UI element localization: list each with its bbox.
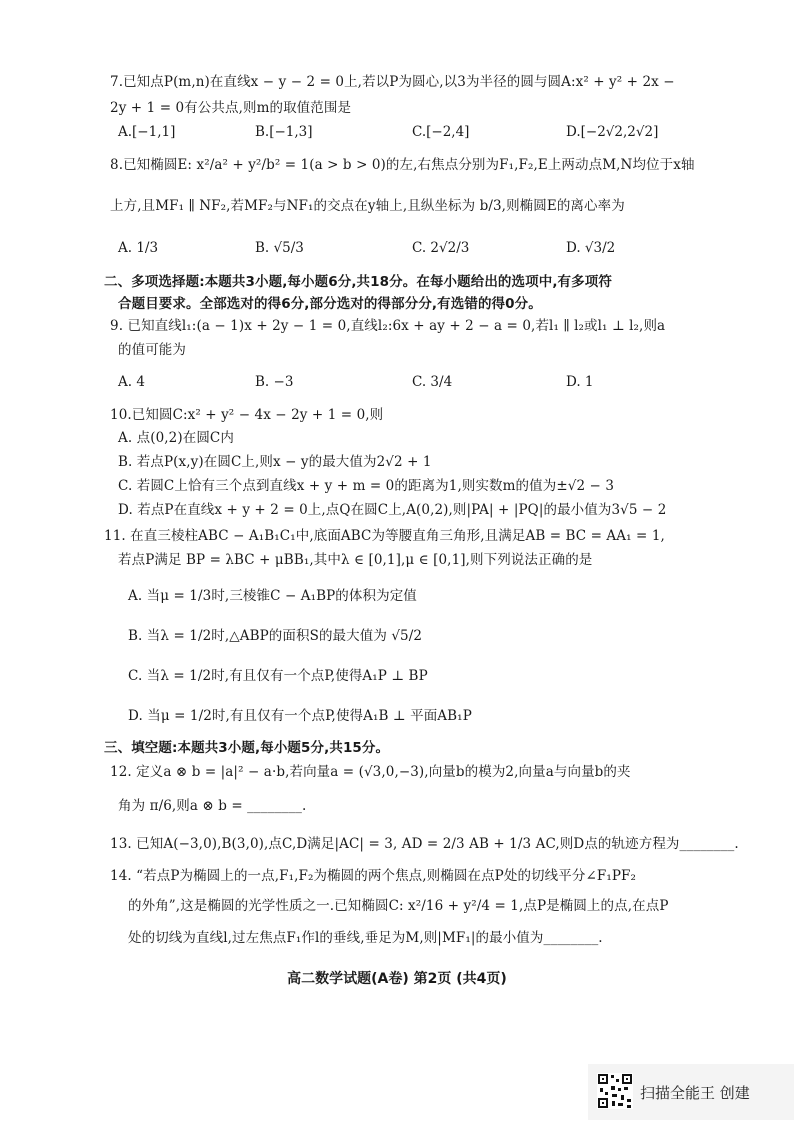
q9-option-d: D. 1 — [566, 374, 594, 390]
q10-option-d: D. 若点P在直线x + y + 2 = 0上,点Q在圆C上,A(0,2),则|PA| + |PQ|的最小值为3√5 − 2 — [118, 502, 667, 518]
q11-option-b: B. 当λ = 1/2时,△ABP的面积S的最大值为 √5/2 — [128, 628, 423, 644]
section2-heading-line1: 二、多项选择题:本题共3小题,每小题6分,共18分。在每小题给出的选项中,有多项符 — [104, 274, 612, 290]
q8-option-d: D. √3/2 — [566, 240, 616, 256]
q7-option-c: C.[−2,4] — [412, 124, 470, 140]
q7-line1: 7.已知点P(m,n)在直线x − y − 2 = 0上,若以P为圆心,以3为半径的圆与圆A:x² + y² + 2x − — [110, 74, 675, 90]
q7-option-d: D.[−2√2,2√2] — [566, 124, 659, 140]
q11-option-d: D. 当μ = 1/2时,有且仅有一个点P,使得A₁B ⊥ 平面AB₁P — [128, 708, 472, 724]
q14-line1: 14. “若点P为椭圆上的一点,F₁,F₂为椭圆的两个焦点,则椭圆在点P处的切线平分∠F₁PF₂ — [110, 868, 637, 884]
q9-option-c: C. 3/4 — [412, 374, 453, 390]
q8-option-b: B. √5/3 — [255, 240, 304, 256]
q12-line1: 12. 定义a ⊗ b = |a|² − a·b,若向量a = (√3,0,−3),向量b的模为2,向量a与向量b的夹 — [110, 764, 631, 780]
q8-line1: 8.已知椭圆E: x²/a² + y²/b² = 1(a > b > 0)的左,右焦点分别为F₁,F₂,E上两动点M,N均位于x轴 — [110, 157, 695, 173]
watermark-text: 扫描全能王 创建 — [640, 1084, 750, 1102]
q12-line2: 角为 π/6,则a ⊗ b = ________. — [118, 798, 307, 814]
q9-line2: 的值可能为 — [118, 342, 186, 358]
q7-option-b: B.[−1,3] — [255, 124, 313, 140]
q10-option-b: B. 若点P(x,y)在圆C上,则x − y的最大值为2√2 + 1 — [118, 454, 432, 470]
qr-code-icon — [597, 1073, 633, 1109]
q14-line2: 的外角”,这是椭圆的光学性质之一.已知椭圆C: x²/16 + y²/4 = 1,点P是椭圆上的点,在点P — [128, 898, 669, 914]
q8-option-c: C. 2√2/3 — [412, 240, 470, 256]
q7-option-a: A.[−1,1] — [118, 124, 176, 140]
q8-line2: 上方,且MF₁ ∥ NF₂,若MF₂与NF₁的交点在y轴上,且纵坐标为 b/3,则椭圆E的离心率为 — [110, 198, 625, 214]
q9-option-b: B. −3 — [255, 374, 294, 390]
section2-heading-line2: 合题目要求。全部选对的得6分,部分选对的得部分分,有选错的得0分。 — [118, 296, 542, 312]
q10-option-c: C. 若圆C上恰有三个点到直线x + y + m = 0的距离为1,则实数m的值为±√2 − 3 — [118, 478, 615, 494]
page-footer: 高二数学试题(A卷) 第2页 (共4页) — [287, 971, 507, 987]
q11-line2: 若点P满足 BP = λBC + μBB₁,其中λ ∈ [0,1],μ ∈ [0,1],则下列说法正确的是 — [118, 552, 593, 568]
q8-option-a: A. 1/3 — [118, 240, 159, 256]
q14-line3: 处的切线为直线l,过左焦点F₁作l的垂线,垂足为M,则|MF₁|的最小值为________. — [128, 930, 603, 946]
q11-option-c: C. 当λ = 1/2时,有且仅有一个点P,使得A₁P ⊥ BP — [128, 668, 428, 684]
q11-line1: 11. 在直三棱柱ABC − A₁B₁C₁中,底面ABC为等腰直角三角形,且满足AB = BC = AA₁ = 1, — [104, 528, 665, 544]
q7-line2: 2y + 1 = 0有公共点,则m的取值范围是 — [110, 100, 352, 116]
q9-option-a: A. 4 — [118, 374, 145, 390]
q13-line1: 13. 已知A(−3,0),B(3,0),点C,D满足|AC| = 3, AD = 2/3 AB + 1/3 AC,则D点的轨迹方程为________. — [110, 836, 739, 852]
q10-option-a: A. 点(0,2)在圆C内 — [118, 430, 234, 446]
q11-option-a: A. 当μ = 1/3时,三棱锥C − A₁BP的体积为定值 — [128, 588, 417, 604]
q9-line1: 9. 已知直线l₁:(a − 1)x + 2y − 1 = 0,直线l₂:6x + ay + 2 − a = 0,若l₁ ∥ l₂或l₁ ⊥ l₂,则a — [110, 318, 666, 334]
section3-heading: 三、填空题:本题共3小题,每小题5分,共15分。 — [104, 740, 390, 756]
q10-line1: 10.已知圆C:x² + y² − 4x − 2y + 1 = 0,则 — [110, 407, 384, 423]
